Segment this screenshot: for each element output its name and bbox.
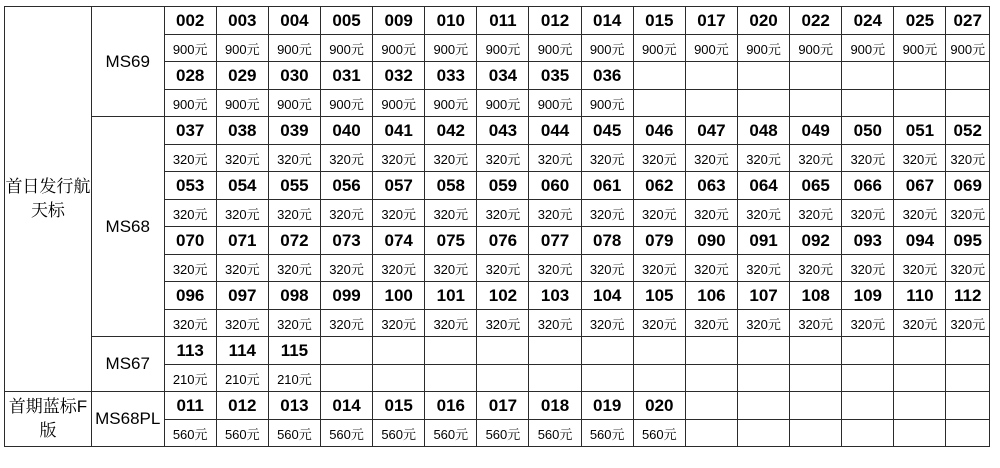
stamp-price-cell: 900元: [529, 90, 581, 117]
empty-cell: [477, 337, 529, 365]
stamp-price-cell: 320元: [946, 145, 990, 172]
empty-cell: [320, 337, 372, 365]
stamp-number-cell: 095: [946, 227, 990, 255]
stamp-number-cell: 044: [529, 117, 581, 145]
stamp-price-cell: 900元: [216, 35, 268, 62]
stamp-price-cell: 320元: [894, 255, 946, 282]
subgroup-code: MS68PL: [91, 392, 164, 447]
stamp-price-cell: 320元: [425, 310, 477, 337]
stamp-number-cell: 052: [946, 117, 990, 145]
empty-cell: [946, 90, 990, 117]
empty-cell: [894, 392, 946, 420]
stamp-number-cell: 075: [425, 227, 477, 255]
stamp-price-cell: 320元: [529, 310, 581, 337]
stamp-price-cell: 560元: [268, 420, 320, 447]
stamp-price-cell: 320元: [790, 255, 842, 282]
stamp-price-cell: 320元: [164, 145, 216, 172]
stamp-number-cell: 045: [581, 117, 633, 145]
stamp-number-cell: 015: [373, 392, 425, 420]
stamp-price-cell: 900元: [737, 35, 789, 62]
stamp-number-cell: 028: [164, 62, 216, 90]
stamp-number-cell: 069: [946, 172, 990, 200]
stamp-number-cell: 036: [581, 62, 633, 90]
group-label: 首日发行航天标: [5, 7, 92, 392]
stamp-number-cell: 009: [373, 7, 425, 35]
empty-cell: [633, 62, 685, 90]
stamp-number-cell: 046: [633, 117, 685, 145]
stamp-price-cell: 320元: [737, 255, 789, 282]
empty-cell: [842, 90, 894, 117]
stamp-price-cell: 900元: [216, 90, 268, 117]
stamp-number-cell: 061: [581, 172, 633, 200]
stamp-price-cell: 320元: [581, 310, 633, 337]
stamp-number-cell: 019: [581, 392, 633, 420]
empty-cell: [373, 365, 425, 392]
stamp-price-cell: 320元: [320, 310, 372, 337]
empty-cell: [946, 392, 990, 420]
stamp-price-cell: 320元: [164, 255, 216, 282]
empty-cell: [685, 62, 737, 90]
stamp-price-cell: 320元: [946, 310, 990, 337]
stamp-number-cell: 002: [164, 7, 216, 35]
stamp-number-cell: 049: [790, 117, 842, 145]
stamp-number-cell: 040: [320, 117, 372, 145]
stamp-number-cell: 100: [373, 282, 425, 310]
empty-cell: [946, 62, 990, 90]
stamp-number-cell: 070: [164, 227, 216, 255]
stamp-price-cell: 320元: [737, 200, 789, 227]
stamp-price-cell: 320元: [373, 200, 425, 227]
stamp-price-cell: 320元: [373, 255, 425, 282]
empty-cell: [320, 365, 372, 392]
empty-cell: [842, 62, 894, 90]
stamp-number-cell: 115: [268, 337, 320, 365]
stamp-price-cell: 320元: [894, 145, 946, 172]
stamp-number-cell: 004: [268, 7, 320, 35]
stamp-number-cell: 013: [268, 392, 320, 420]
stamp-number-cell: 076: [477, 227, 529, 255]
stamp-price-cell: 320元: [164, 310, 216, 337]
empty-cell: [894, 420, 946, 447]
empty-cell: [790, 420, 842, 447]
stamp-number-cell: 029: [216, 62, 268, 90]
stamp-number-cell: 097: [216, 282, 268, 310]
stamp-price-cell: 560元: [633, 420, 685, 447]
empty-cell: [894, 337, 946, 365]
stamp-price-cell: 320元: [529, 200, 581, 227]
stamp-price-cell: 560元: [373, 420, 425, 447]
stamp-number-cell: 050: [842, 117, 894, 145]
stamp-price-cell: 320元: [842, 200, 894, 227]
stamp-price-cell: 320元: [477, 200, 529, 227]
stamp-price-cell: 900元: [633, 35, 685, 62]
stamp-number-cell: 048: [737, 117, 789, 145]
empty-cell: [790, 365, 842, 392]
stamp-number-cell: 037: [164, 117, 216, 145]
group-label: 首期蓝标F版: [5, 392, 92, 447]
empty-cell: [685, 90, 737, 117]
stamp-price-cell: 900元: [477, 35, 529, 62]
stamp-price-cell: 320元: [320, 200, 372, 227]
empty-cell: [633, 337, 685, 365]
stamp-price-cell: 560元: [164, 420, 216, 447]
stamp-price-cell: 900元: [268, 90, 320, 117]
stamp-price-cell: 320元: [633, 310, 685, 337]
stamp-price-cell: 320元: [320, 145, 372, 172]
stamp-price-cell: 900元: [685, 35, 737, 62]
stamp-number-cell: 105: [633, 282, 685, 310]
stamp-price-cell: 210元: [164, 365, 216, 392]
empty-cell: [946, 365, 990, 392]
empty-cell: [737, 365, 789, 392]
empty-cell: [581, 337, 633, 365]
stamp-price-cell: 320元: [737, 310, 789, 337]
stamp-number-cell: 055: [268, 172, 320, 200]
empty-cell: [842, 392, 894, 420]
stamp-number-cell: 011: [477, 7, 529, 35]
stamp-number-cell: 066: [842, 172, 894, 200]
number-row: [5, 7, 990, 35]
stamp-price-cell: 900元: [946, 35, 990, 62]
stamp-price-cell: 900元: [164, 90, 216, 117]
empty-cell: [737, 337, 789, 365]
stamp-price-cell: 320元: [790, 145, 842, 172]
stamp-number-cell: 059: [477, 172, 529, 200]
stamp-price-cell: 320元: [581, 255, 633, 282]
stamp-number-cell: 062: [633, 172, 685, 200]
empty-cell: [894, 90, 946, 117]
empty-cell: [685, 392, 737, 420]
stamp-price-cell: 320元: [164, 200, 216, 227]
stamp-number-cell: 103: [529, 282, 581, 310]
stamp-number-cell: 099: [320, 282, 372, 310]
stamp-price-cell: 320元: [373, 145, 425, 172]
stamp-number-cell: 107: [737, 282, 789, 310]
stamp-number-cell: 112: [946, 282, 990, 310]
empty-cell: [894, 62, 946, 90]
stamp-price-cell: 560元: [216, 420, 268, 447]
stamp-number-cell: 034: [477, 62, 529, 90]
stamp-number-cell: 072: [268, 227, 320, 255]
stamp-number-cell: 077: [529, 227, 581, 255]
stamp-number-cell: 017: [477, 392, 529, 420]
empty-cell: [737, 420, 789, 447]
stamp-price-cell: 900元: [373, 35, 425, 62]
stamp-number-cell: 025: [894, 7, 946, 35]
stamp-price-cell: 320元: [894, 200, 946, 227]
stamp-number-cell: 109: [842, 282, 894, 310]
empty-cell: [633, 365, 685, 392]
stamp-number-cell: 016: [425, 392, 477, 420]
stamp-number-cell: 090: [685, 227, 737, 255]
empty-cell: [842, 365, 894, 392]
empty-cell: [894, 365, 946, 392]
stamp-number-cell: 108: [790, 282, 842, 310]
stamp-number-cell: 032: [373, 62, 425, 90]
subgroup-code: MS69: [91, 7, 164, 117]
stamp-number-cell: 056: [320, 172, 372, 200]
empty-cell: [790, 337, 842, 365]
stamp-price-cell: 900元: [842, 35, 894, 62]
stamp-price-cell: 900元: [581, 35, 633, 62]
empty-cell: [737, 392, 789, 420]
stamp-price-cell: 320元: [737, 145, 789, 172]
stamp-price-cell: 320元: [685, 255, 737, 282]
empty-cell: [685, 420, 737, 447]
stamp-number-cell: 039: [268, 117, 320, 145]
stamp-number-cell: 051: [894, 117, 946, 145]
stamp-price-cell: 320元: [790, 310, 842, 337]
stamp-number-cell: 074: [373, 227, 425, 255]
stamp-price-cell: 320元: [216, 310, 268, 337]
stamp-number-cell: 104: [581, 282, 633, 310]
stamp-number-cell: 054: [216, 172, 268, 200]
stamp-price-cell: 320元: [685, 310, 737, 337]
stamp-price-cell: 900元: [790, 35, 842, 62]
stamp-number-cell: 064: [737, 172, 789, 200]
stamp-price-cell: 320元: [633, 145, 685, 172]
empty-cell: [790, 62, 842, 90]
stamp-number-cell: 110: [894, 282, 946, 310]
empty-cell: [790, 392, 842, 420]
stamp-number-cell: 053: [164, 172, 216, 200]
stamp-price-cell: 320元: [373, 310, 425, 337]
stamp-price-cell: 900元: [581, 90, 633, 117]
stamp-price-cell: 900元: [529, 35, 581, 62]
stamp-number-cell: 005: [320, 7, 372, 35]
empty-cell: [425, 365, 477, 392]
empty-cell: [477, 365, 529, 392]
stamp-price-cell: 560元: [425, 420, 477, 447]
empty-cell: [529, 337, 581, 365]
stamp-number-cell: 035: [529, 62, 581, 90]
stamp-number-cell: 010: [425, 7, 477, 35]
stamp-price-cell: 320元: [268, 200, 320, 227]
stamp-price-cell: 320元: [216, 145, 268, 172]
stamp-price-cell: 320元: [842, 310, 894, 337]
stamp-number-cell: 060: [529, 172, 581, 200]
stamp-price-cell: 560元: [581, 420, 633, 447]
empty-cell: [946, 337, 990, 365]
stamp-number-cell: 079: [633, 227, 685, 255]
stamp-price-cell: 320元: [581, 145, 633, 172]
stamp-price-cell: 320元: [268, 310, 320, 337]
stamp-number-cell: 106: [685, 282, 737, 310]
stamp-number-cell: 018: [529, 392, 581, 420]
stamp-number-cell: 067: [894, 172, 946, 200]
stamp-price-cell: 320元: [425, 255, 477, 282]
empty-cell: [737, 62, 789, 90]
stamp-number-cell: 041: [373, 117, 425, 145]
stamp-price-cell: 320元: [790, 200, 842, 227]
stamp-number-cell: 113: [164, 337, 216, 365]
stamp-price-cell: 320元: [946, 255, 990, 282]
empty-cell: [685, 365, 737, 392]
stamp-price-cell: 320元: [425, 145, 477, 172]
empty-cell: [633, 90, 685, 117]
stamp-price-cell: 210元: [216, 365, 268, 392]
stamp-number-cell: 071: [216, 227, 268, 255]
empty-cell: [842, 420, 894, 447]
stamp-price-cell: 320元: [216, 200, 268, 227]
stamp-number-cell: 014: [581, 7, 633, 35]
stamp-number-cell: 030: [268, 62, 320, 90]
stamp-number-cell: 043: [477, 117, 529, 145]
stamp-number-cell: 033: [425, 62, 477, 90]
stamp-number-cell: 015: [633, 7, 685, 35]
empty-cell: [373, 337, 425, 365]
stamp-number-cell: 065: [790, 172, 842, 200]
stamp-price-cell: 320元: [842, 255, 894, 282]
stamp-price-cell: 900元: [477, 90, 529, 117]
stamp-price-cell: 320元: [529, 145, 581, 172]
stamp-number-cell: 101: [425, 282, 477, 310]
stamp-price-cell: 900元: [425, 90, 477, 117]
stamp-number-cell: 047: [685, 117, 737, 145]
subgroup-code: MS67: [91, 337, 164, 392]
stamp-price-cell: 320元: [477, 310, 529, 337]
number-row: [5, 392, 990, 420]
empty-cell: [842, 337, 894, 365]
stamp-number-cell: 031: [320, 62, 372, 90]
stamp-number-cell: 073: [320, 227, 372, 255]
stamp-number-cell: 022: [790, 7, 842, 35]
stamp-price-cell: 210元: [268, 365, 320, 392]
stamp-number-cell: 014: [320, 392, 372, 420]
stamp-price-cell: 320元: [581, 200, 633, 227]
empty-cell: [581, 365, 633, 392]
stamp-number-cell: 020: [633, 392, 685, 420]
stamp-number-cell: 003: [216, 7, 268, 35]
stamp-number-cell: 091: [737, 227, 789, 255]
stamp-price-cell: 320元: [477, 145, 529, 172]
empty-cell: [946, 420, 990, 447]
stamp-price-cell: 900元: [373, 90, 425, 117]
stamp-price-cell: 900元: [320, 90, 372, 117]
number-row: [5, 117, 990, 145]
stamp-price-cell: 900元: [164, 35, 216, 62]
stamp-price-cell: 900元: [425, 35, 477, 62]
stamp-number-cell: 098: [268, 282, 320, 310]
stamp-number-cell: 057: [373, 172, 425, 200]
stamp-price-cell: 320元: [477, 255, 529, 282]
empty-cell: [790, 90, 842, 117]
stamp-price-cell: 900元: [894, 35, 946, 62]
stamp-number-cell: 096: [164, 282, 216, 310]
empty-cell: [737, 90, 789, 117]
stamp-number-cell: 027: [946, 7, 990, 35]
stamp-price-cell: 320元: [268, 255, 320, 282]
stamp-price-cell: 320元: [894, 310, 946, 337]
stamp-number-cell: 114: [216, 337, 268, 365]
stamp-number-cell: 093: [842, 227, 894, 255]
stamp-price-cell: 320元: [425, 200, 477, 227]
empty-cell: [685, 337, 737, 365]
stamp-number-cell: 042: [425, 117, 477, 145]
stamp-price-cell: 320元: [268, 145, 320, 172]
empty-cell: [425, 337, 477, 365]
stamp-number-cell: 094: [894, 227, 946, 255]
stamp-price-cell: 320元: [633, 255, 685, 282]
stamp-price-cell: 320元: [685, 200, 737, 227]
stamp-price-cell: 320元: [685, 145, 737, 172]
stamp-number-cell: 011: [164, 392, 216, 420]
stamp-number-cell: 038: [216, 117, 268, 145]
stamp-price-cell: 900元: [268, 35, 320, 62]
stamp-number-cell: 012: [216, 392, 268, 420]
stamp-number-cell: 017: [685, 7, 737, 35]
empty-cell: [529, 365, 581, 392]
stamp-price-cell: 560元: [320, 420, 372, 447]
stamp-price-table: [4, 6, 990, 447]
stamp-number-cell: 020: [737, 7, 789, 35]
stamp-number-cell: 078: [581, 227, 633, 255]
stamp-number-cell: 092: [790, 227, 842, 255]
stamp-price-cell: 320元: [529, 255, 581, 282]
stamp-price-cell: 320元: [320, 255, 372, 282]
stamp-price-cell: 320元: [216, 255, 268, 282]
stamp-price-cell: 320元: [946, 200, 990, 227]
stamp-number-cell: 012: [529, 7, 581, 35]
stamp-price-cell: 320元: [842, 145, 894, 172]
stamp-price-cell: 560元: [529, 420, 581, 447]
stamp-number-cell: 024: [842, 7, 894, 35]
stamp-price-cell: 900元: [320, 35, 372, 62]
stamp-number-cell: 058: [425, 172, 477, 200]
stamp-price-cell: 320元: [633, 200, 685, 227]
subgroup-code: MS68: [91, 117, 164, 337]
number-row: [5, 337, 990, 365]
stamp-price-cell: 560元: [477, 420, 529, 447]
stamp-number-cell: 063: [685, 172, 737, 200]
stamp-number-cell: 102: [477, 282, 529, 310]
